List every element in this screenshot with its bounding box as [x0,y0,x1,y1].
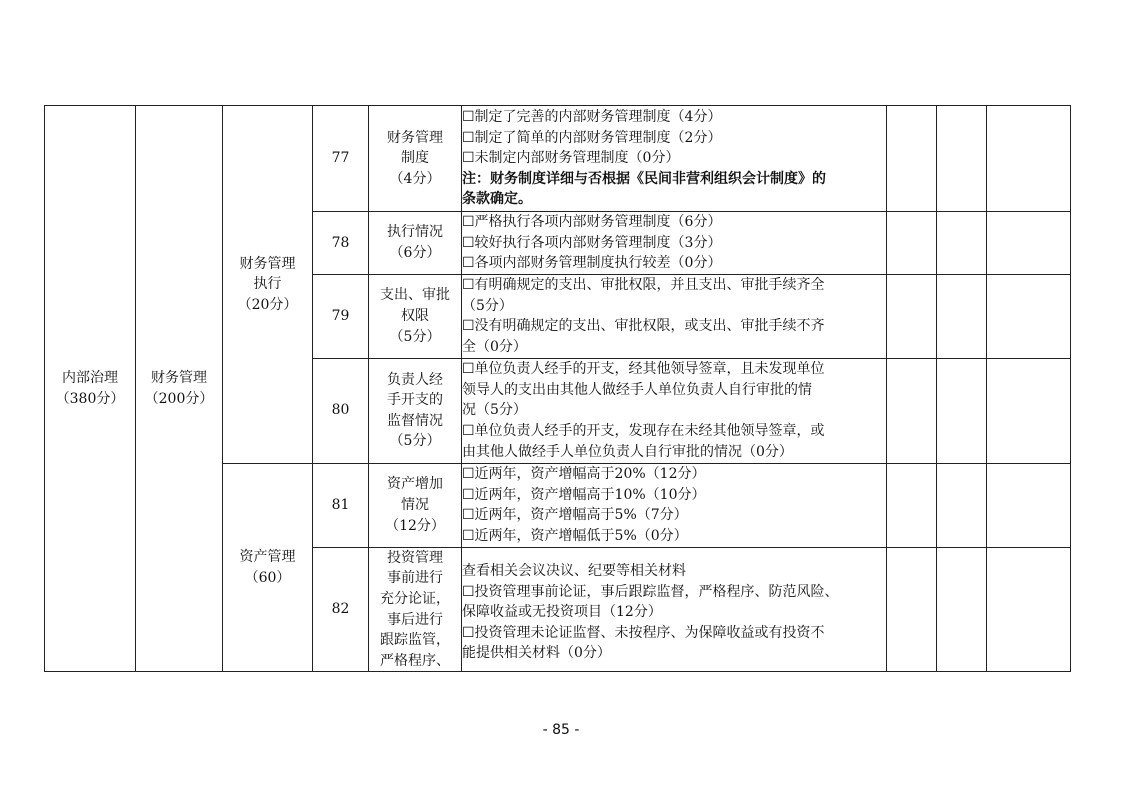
group-score: （60） [244,569,291,586]
item-cell [369,212,462,275]
row-number: 82 [313,547,369,672]
row-number: 81 [313,463,369,547]
group-name: 执行 [253,276,282,293]
criteria-line: ☐较好执行各项内部财务管理制度（3分） [462,234,722,251]
item-text: 权限 [401,307,429,324]
category-level2-cell [136,106,223,672]
criteria-cell [462,547,887,672]
criteria-line: ☐有明确规定的支出、审批权限，并且支出、审批手续齐全 [462,277,825,294]
criteria-line: 能提供相关材料（0分） [462,645,611,662]
criteria-note: 条款确定。 [462,191,532,208]
score-cell [887,358,937,463]
item-text: 投资管理 [387,549,443,566]
item-cell [369,463,462,547]
criteria-cell [462,463,887,547]
category-level1-name: 内部治理 [62,370,118,387]
criteria-line: ☐各项内部财务管理制度执行较差（0分） [462,255,722,272]
criteria-line: ☐制定了简单的内部财务管理制度（2分） [462,129,722,146]
criteria-line: 领导人的支出由其他人做经手人单位负责人自行审批的情 [462,381,812,398]
criteria-line: ☐制定了完善的内部财务管理制度（4分） [462,109,722,126]
score-cell [887,274,937,358]
item-text: 资产增加 [387,476,443,493]
item-text: 跟踪监管， [380,632,450,649]
remark-cell [987,463,1071,547]
criteria-line: ☐严格执行各项内部财务管理制度（6分） [462,214,722,230]
criteria-line: ☐近两年，资产增幅低于5%（0分） [462,527,688,544]
criteria-line: ☐单位负责人经手的开支，发现存在未经其他领导签章，或 [462,423,825,440]
score-cell [887,106,937,212]
item-text: 制度 [401,150,429,167]
criteria-note: 注：财务制度详细与否根据《民间非营利组织会计制度》的 [462,170,826,187]
page-number: - 85 - [542,722,580,738]
item-text: 支出、审批 [380,287,450,304]
category-level2-name: 财务管理 [151,370,207,387]
remark-cell [987,106,1071,212]
item-text: 负责人经 [387,371,443,388]
score-cell [937,547,987,672]
criteria-cell [462,274,887,358]
score-cell [937,106,987,212]
group-name: 资产管理 [239,548,296,565]
item-text: 事后进行 [387,611,443,628]
group-name: 财务管理 [239,255,296,272]
criteria-line: 全（0分） [462,338,527,355]
item-text: （5分） [389,328,441,345]
remark-cell [987,547,1071,672]
criteria-line: 况（5分） [462,402,527,419]
criteria-line: ☐近两年，资产增幅高于20%（12分） [462,466,706,483]
item-text: 执行情况 [387,224,443,241]
criteria-line: ☐近两年，资产增幅高于5%（7分） [462,507,688,524]
item-cell [369,547,462,672]
item-text: 财务管理 [387,129,443,146]
criteria-line: ☐单位负责人经手的开支，经其他领导签章，且未发现单位 [462,361,825,378]
criteria-line: 保障收益或无投资项目（12分） [462,604,662,621]
table-row [45,106,1071,212]
criteria-cell [462,212,887,275]
item-text: 监督情况 [387,412,443,429]
row-number: 79 [313,274,369,358]
criteria-line: ☐投资管理事前论证，事后跟踪监督，严格程序、防范风险、 [462,583,839,600]
item-text: （12分） [385,517,445,534]
score-cell [937,212,987,275]
criteria-line: ☐未制定内部财务管理制度（0分） [462,150,680,167]
category-level1-cell [45,106,136,672]
criteria-cell [462,358,887,463]
criteria-line: ☐没有明确规定的支出、审批权限，或支出、审批手续不齐 [462,318,825,335]
row-number: 77 [313,106,369,212]
group-cell [223,463,313,672]
row-number: 78 [313,212,369,275]
item-cell [369,274,462,358]
row-number: 80 [313,358,369,463]
group-score: （20分） [237,296,298,313]
item-text: （6分） [389,244,441,261]
item-text: 事前进行 [387,570,443,587]
item-text: 充分论证， [380,590,450,607]
remark-cell [987,274,1071,358]
evaluation-table [44,105,1071,672]
item-cell [369,106,462,212]
remark-cell [987,358,1071,463]
item-text: 手开支的 [387,392,443,409]
score-cell [937,358,987,463]
item-text: 情况 [401,496,429,513]
item-text: （5分） [389,433,441,450]
score-cell [887,212,937,275]
group-cell [223,106,313,464]
item-text: （4分） [389,170,441,187]
score-cell [937,274,987,358]
score-cell [887,547,937,672]
criteria-line: 由其他人做经手人单位负责人自行审批的情况（0分） [462,443,793,460]
remark-cell [987,212,1071,275]
score-cell [887,463,937,547]
item-cell [369,358,462,463]
criteria-line: ☐近两年，资产增幅高于10%（10分） [462,486,706,503]
criteria-cell [462,106,887,212]
criteria-line: （5分） [462,297,513,314]
score-cell [937,463,987,547]
criteria-line: 查看相关会议决议、纪要等相关材料 [462,563,686,580]
item-text: 严格程序、 [380,652,450,669]
category-level2-score: （200分） [144,390,214,407]
category-level1-score: （380分） [55,390,125,407]
criteria-line: ☐投资管理未论证监督、未按程序、为保障收益或有投资不 [462,624,825,641]
